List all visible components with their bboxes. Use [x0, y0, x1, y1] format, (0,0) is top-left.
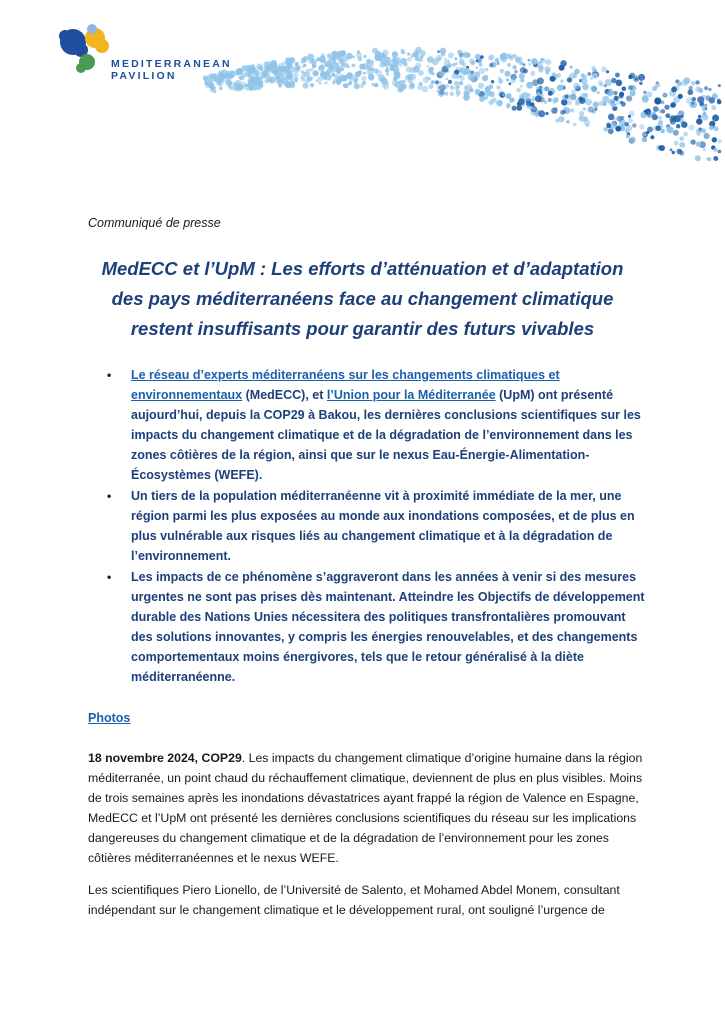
- bullet-text: (MedECC), et: [242, 388, 327, 402]
- logo-line-2: PAVILION: [111, 70, 177, 82]
- bullet-text: Un tiers de la population méditerranéenne vit à proximité immédiate de la mer, une région parmi les plus exposées au monde aux inondations composées, et de plus en plus vulnérable aux risques liés au changement climatique et à la dégradation de l’environnement.: [131, 489, 635, 563]
- title-line: des pays méditerranéens face au changement climatique: [111, 288, 614, 309]
- title-line: MedECC et l’UpM : Les efforts d’atténuation et d’adaptation: [101, 258, 624, 279]
- bullet-text: Les impacts de ce phénomène s’aggraveront dans les années à venir si des mesures urgentes ne sont pas prises dès maintenant. Atteindre les Objectifs de développement durable des Nations Unies nécessitera des politiques transfrontalières promouvant des solutions innovantes, y compris les énergies renouvelables, et des changements comportementaux moins énergivores, tels que le retour généralisé à la diète méditerranéenne.: [131, 570, 645, 684]
- key-points-list: [88, 365, 648, 688]
- document-label: Communiqué de presse: [88, 216, 221, 230]
- body-paragraph-1: [88, 748, 643, 868]
- bullet-icon: •: [107, 489, 112, 503]
- medecc-link[interactable]: Le réseau d’experts méditerranéens sur les changements climatiques et environnementaux: [131, 368, 560, 402]
- bullet-text: (UpM) ont présenté aujourd’hui, depuis la COP29 à Bakou, les dernières conclusions scientifiques sur les impacts du changement climatique et de la dégradation de l’environnement dans les zones côtières de la région, ainsi que sur le nexus Eau-Énergie-Alimentation-Écosystèmes (WEFE).: [131, 388, 641, 482]
- list-item: [88, 567, 648, 687]
- dateline: 18 novembre 2024, COP29: [88, 751, 242, 765]
- bullet-icon: •: [107, 570, 112, 584]
- wave-decoration: [195, 38, 725, 168]
- list-item: [88, 486, 648, 566]
- title-line: restent insuffisants pour garantir des futurs vivables: [130, 318, 595, 339]
- logo-line-1: MEDITERRANEAN: [111, 58, 232, 70]
- bullet-icon: •: [107, 368, 112, 382]
- body-paragraph-2: Les scientifiques Piero Lionello, de l’Université de Salento, et Mohamed Abdel Monem, consultant indépendant sur le changement climatique et le développement rural, ont souligné l’urgence de: [88, 883, 620, 917]
- document-title: [70, 254, 655, 344]
- upm-link[interactable]: l’Union pour la Méditerranée: [326, 388, 496, 402]
- paragraph-text: . Les impacts du changement climatique d’origine humaine dans la région méditerranée, un point chaud du réchauffement climatique, deviennent de plus en plus visibles. Moins de trois semaines après les inondations dévastatrices ayant frappé la région de Valence en Espagne, MedECC et l’UpM ont présenté les dernières conclusions scientifiques du réseau sur les implications dangereuses du changement climatique et de la dégradation de l’environnement pour les zones côtières méditerranéennes et le nexus WEFE.: [88, 751, 643, 865]
- photos-link[interactable]: Photos: [88, 711, 131, 725]
- list-item: [88, 365, 648, 485]
